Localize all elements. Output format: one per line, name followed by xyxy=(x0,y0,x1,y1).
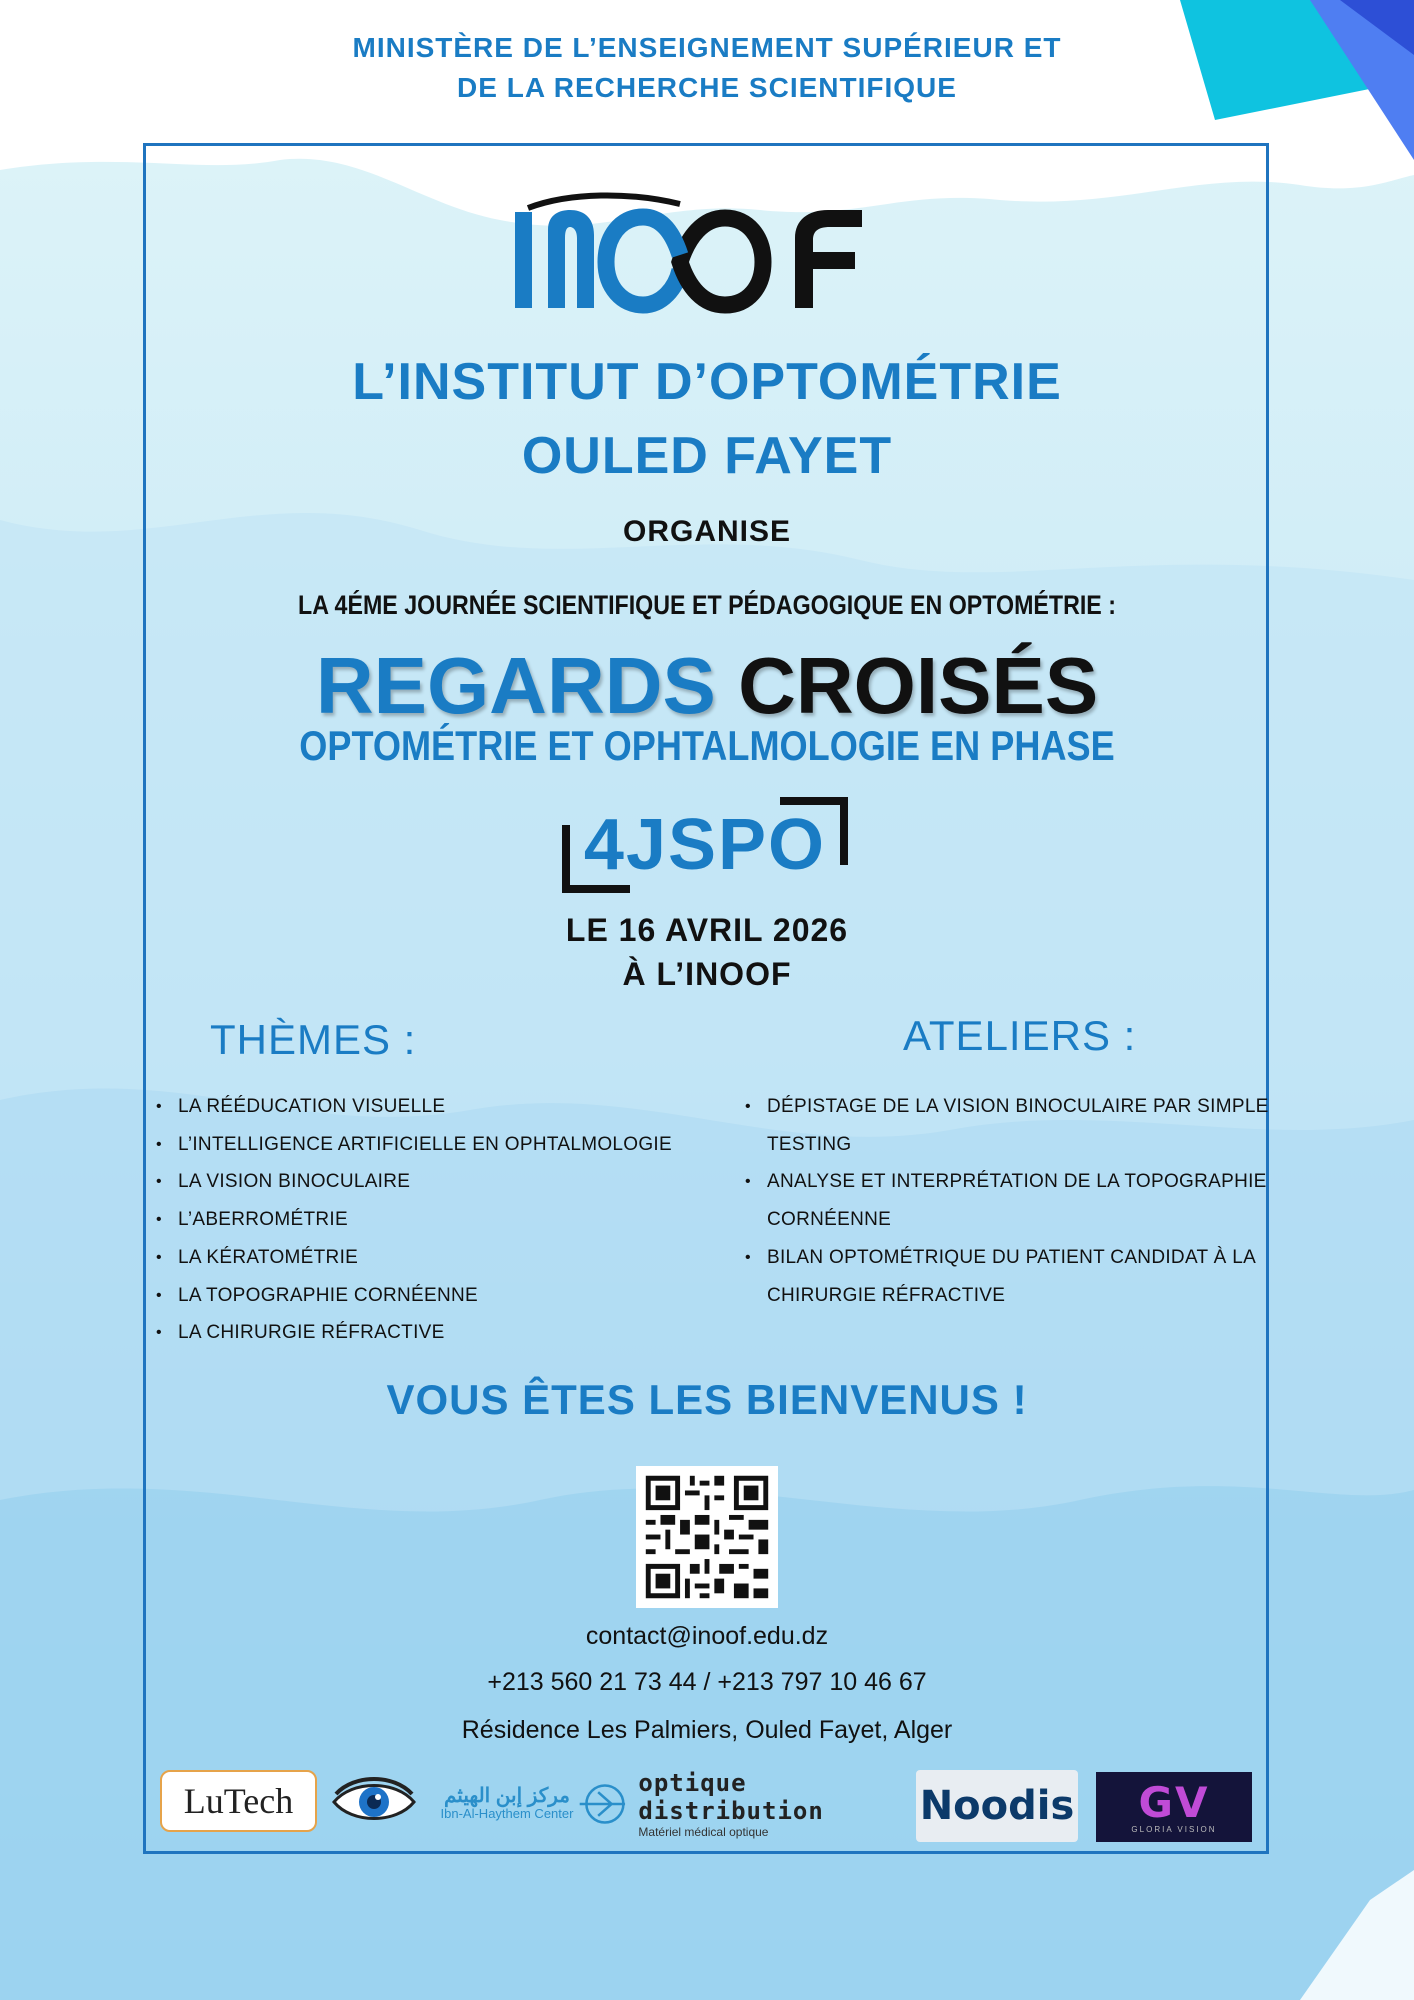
list-item: • L’INTELLIGENCE ARTIFICIELLE EN OPHTALMOLOGIE xyxy=(156,1126,716,1164)
optique-tagline: Matériel médical optique xyxy=(638,1825,769,1839)
ministry-line-1: MINISTÈRE DE L’ENSEIGNEMENT SUPÉRIEUR ET xyxy=(352,32,1062,63)
list-item: • LA CHIRURGIE RÉFRACTIVE xyxy=(156,1314,716,1352)
inoof-logo xyxy=(510,190,910,315)
eye-icon xyxy=(332,1776,416,1828)
list-item: • BILAN OPTOMÉTRIQUE DU PATIENT CANDIDAT À LA CHIRURGIE RÉFRACTIVE xyxy=(745,1239,1285,1314)
themes-title: THÈMES : xyxy=(210,1016,417,1063)
welcome-message: VOUS ÊTES LES BIENVENUS ! xyxy=(386,1376,1028,1423)
list-item: • LA RÉÉDUCATION VISUELLE xyxy=(156,1088,716,1126)
event-code: 4JSPO xyxy=(583,805,827,885)
ibn-latin-name: Ibn-Al-Haythem Center xyxy=(440,1806,574,1821)
event-subtitle: OPTOMÉTRIE ET OPHTALMOLOGIE EN PHASE xyxy=(299,722,1115,769)
institute-line-1: L’INSTITUT D’OPTOMÉTRIE xyxy=(352,353,1062,411)
gloria-vision-logo xyxy=(1096,1772,1252,1842)
list-item: • ANALYSE ET INTERPRÉTATION DE LA TOPOGRAPHIE CORNÉENNE xyxy=(745,1163,1285,1238)
qr-code[interactable] xyxy=(636,1466,778,1608)
event-journee: LA 4ÉME JOURNÉE SCIENTIFIQUE ET PÉDAGOGIQUE EN OPTOMÉTRIE : xyxy=(298,590,1116,620)
gv-logo-subtitle: GLORIA VISION xyxy=(1131,1824,1217,1834)
qr-code-pattern xyxy=(636,1466,778,1608)
lutech-logo-text: LuTech xyxy=(183,1781,294,1821)
ateliers-title: ATELIERS : xyxy=(903,1012,1137,1059)
optique-name: optique distribution xyxy=(638,1769,824,1825)
noodis-logo xyxy=(916,1770,1078,1842)
optique-distribution-logo xyxy=(578,1769,898,1839)
event-date: LE 16 AVRIL 2026 xyxy=(565,912,849,948)
list-item: • LA KÉRATOMÉTRIE xyxy=(156,1239,716,1277)
ateliers-list xyxy=(745,1088,1285,1314)
ibn-arabic-name: مركز إبن الهيثم xyxy=(443,1785,570,1807)
noodis-logo-text: Noodis xyxy=(919,1783,1075,1829)
themes-list xyxy=(156,1088,716,1352)
ministry-header xyxy=(0,28,1414,108)
gv-logo-text: GV xyxy=(1138,1777,1210,1827)
list-item: • L’ABERROMÉTRIE xyxy=(156,1201,716,1239)
institute-line-2: OULED FAYET xyxy=(521,427,893,485)
lutech-logo xyxy=(160,1770,317,1832)
event-title xyxy=(0,640,1414,732)
optique-lens-icon xyxy=(578,1776,628,1832)
ministry-line-2: DE LA RECHERCHE SCIENTIFIQUE xyxy=(457,72,957,103)
list-item: • DÉPISTAGE DE LA VISION BINOCULAIRE PAR SIMPLE TESTING xyxy=(745,1088,1285,1163)
event-title-word-2: CROISÉS xyxy=(738,641,1099,730)
event-code-badge xyxy=(560,795,850,895)
list-item: • LA VISION BINOCULAIRE xyxy=(156,1163,716,1201)
event-location: À L’INOOF xyxy=(622,956,792,992)
ibn-al-haythem-logo xyxy=(432,1772,582,1834)
contact-email[interactable]: contact@inoof.edu.dz xyxy=(585,1622,829,1650)
eye-logo xyxy=(332,1776,416,1828)
contact-phones: +213 560 21 73 44 / +213 797 10 46 67 xyxy=(487,1668,927,1696)
contact-address: Résidence Les Palmiers, Ouled Fayet, Alger xyxy=(461,1716,953,1744)
event-title-word-1: REGARDS xyxy=(315,641,716,730)
organise-label: ORGANISE xyxy=(622,515,792,548)
list-item: • LA TOPOGRAPHIE CORNÉENNE xyxy=(156,1277,716,1315)
